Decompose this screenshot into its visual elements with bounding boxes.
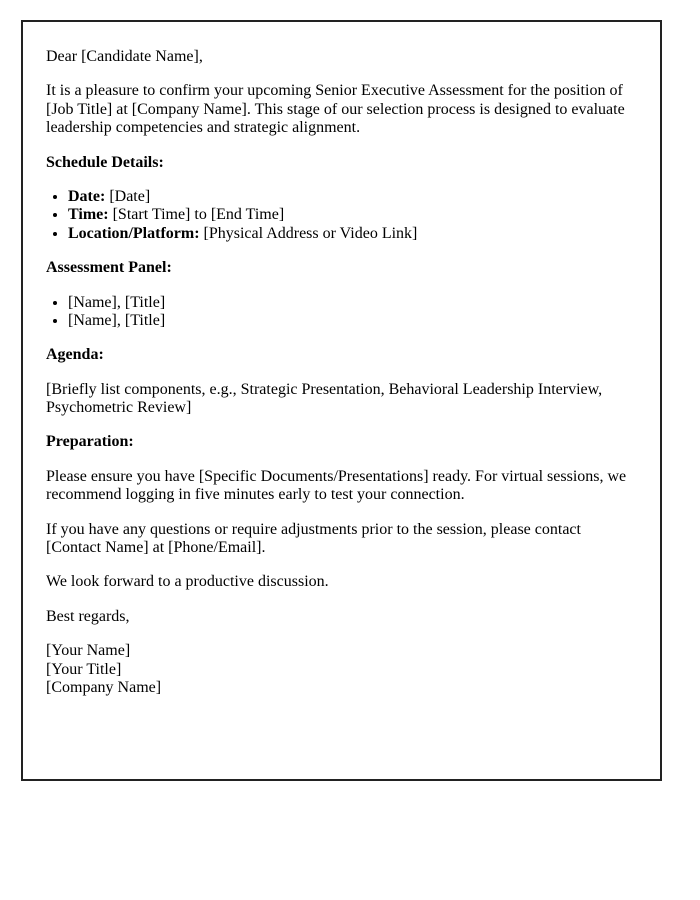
signoff: Best regards,	[46, 607, 130, 625]
schedule-item-date-label: Date:	[68, 187, 106, 205]
schedule-item-date	[68, 188, 637, 206]
preparation-heading: Preparation:	[46, 433, 134, 451]
letter-container	[21, 20, 662, 781]
panel-member-item: • [Name], [Title]	[68, 312, 637, 330]
schedule-item-time-label: Time:	[68, 206, 109, 224]
preparation-paragraph: Please ensure you have [Specific Documents/Presentations] ready. For virtual sessions, we recommend logging in five minutes early to test your connection.	[46, 467, 627, 504]
schedule-item-location-value: [Physical Address or Video Link]	[203, 224, 418, 242]
schedule-item-date-value: [Date]	[109, 187, 151, 205]
assessment-panel-list	[46, 294, 637, 331]
salutation: Dear [Candidate Name],	[46, 48, 203, 65]
schedule-item-time	[68, 206, 637, 224]
contact-paragraph: If you have any questions or require adjustments prior to the session, please contact [Contact Name] at [Phone/Email].	[46, 520, 581, 557]
signature-title: [Your Title]	[46, 660, 122, 678]
assessment-panel-heading: Assessment Panel:	[46, 259, 172, 277]
closing-line: We look forward to a productive discussion.	[46, 573, 329, 591]
signature-company: [Company Name]	[46, 678, 162, 696]
schedule-details-heading: Schedule Details:	[46, 153, 164, 171]
signature-block	[46, 642, 637, 697]
signature-name: [Your Name]	[46, 642, 131, 660]
schedule-details-list	[46, 188, 637, 243]
schedule-item-location-label: Location/Platform:	[68, 224, 200, 242]
agenda-heading: Agenda:	[46, 346, 104, 364]
agenda-paragraph: [Briefly list components, e.g., Strategic Presentation, Behavioral Leadership Interview, Psychometric Review]	[46, 380, 603, 417]
panel-member-item: • [Name], [Title]	[68, 294, 637, 312]
schedule-item-location	[68, 225, 637, 243]
schedule-item-time-value: [Start Time] to [End Time]	[112, 206, 285, 224]
intro-paragraph: It is a pleasure to confirm your upcoming Senior Executive Assessment for the position of [Job Title] at [Company Name]. This stage of our selection process is designed to evaluate leadership competencies and strategic alignment.	[46, 82, 625, 137]
